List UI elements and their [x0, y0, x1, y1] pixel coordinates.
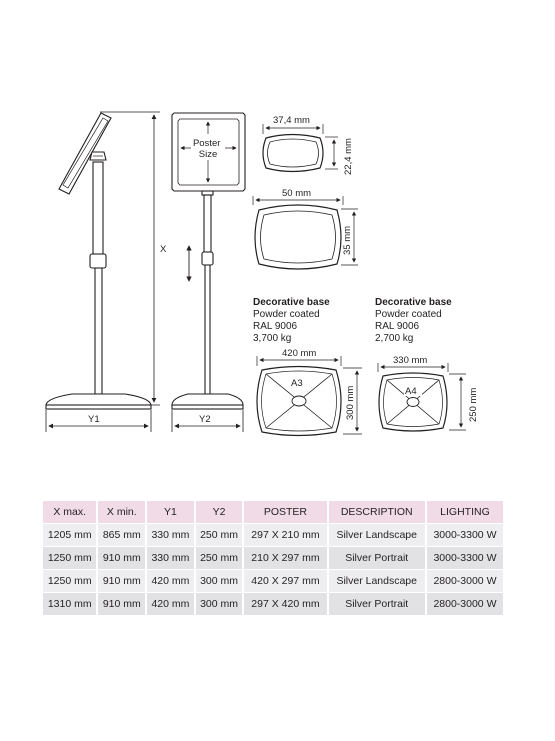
base-a4-ral: RAL 9006 — [375, 321, 420, 332]
cell-y2: 250 mm — [196, 524, 243, 546]
base-a3-width: 420 mm — [282, 348, 317, 359]
cell-y1: 330 mm — [147, 547, 194, 569]
cell-description: Silver Portrait — [329, 547, 425, 569]
cell-x-max: 1250 mm — [43, 570, 96, 592]
header-x-max: X max. — [43, 501, 96, 523]
base-a3-title: Decorative base — [253, 297, 330, 308]
cell-poster: 297 X 420 mm — [244, 593, 326, 615]
base-a3-ral: RAL 9006 — [253, 321, 298, 332]
cell-y1: 420 mm — [147, 570, 194, 592]
header-y2: Y2 — [196, 501, 243, 523]
cell-x-max: 1250 mm — [43, 547, 96, 569]
cell-description: Silver Portrait — [329, 593, 425, 615]
stand-landscape-drawing — [46, 113, 151, 409]
cell-y1: 420 mm — [147, 593, 194, 615]
base-a4-depth: 250 mm — [468, 387, 479, 422]
cell-poster: 210 X 297 mm — [244, 547, 326, 569]
poster-size-label: Poster Size — [192, 138, 221, 160]
base-a4-title: Decorative base — [375, 297, 452, 308]
table-row — [43, 524, 503, 546]
frame-small-height: 22,4 mm — [343, 138, 354, 175]
base-plate-a4 — [378, 363, 466, 431]
label-y2: Y2 — [199, 414, 211, 425]
cell-lighting: 3000-3300 W — [427, 524, 503, 546]
base-a4-weight: 2,700 kg — [375, 333, 414, 344]
table-header-row — [43, 501, 503, 523]
table-row — [43, 593, 503, 615]
header-description: DESCRIPTION — [329, 501, 425, 523]
cell-lighting: 3000-3300 W — [427, 547, 503, 569]
base-a3-description — [253, 297, 330, 345]
header-x-min: X min. — [98, 501, 145, 523]
cell-description: Silver Landscape — [329, 570, 425, 592]
base-a4-width: 330 mm — [393, 355, 428, 366]
cell-y2: 300 mm — [196, 570, 243, 592]
cell-poster: 297 X 210 mm — [244, 524, 326, 546]
frame-large-width: 50 mm — [282, 188, 312, 199]
cell-x-max: 1205 mm — [43, 524, 96, 546]
cell-lighting: 2800-3000 W — [427, 570, 503, 592]
label-y1: Y1 — [88, 414, 100, 425]
header-poster: POSTER — [244, 501, 326, 523]
cell-lighting: 2800-3000 W — [427, 593, 503, 615]
base-a3-depth: 300 mm — [345, 385, 356, 420]
cell-description: Silver Landscape — [329, 524, 425, 546]
base-a4-finish: Powder coated — [375, 309, 442, 320]
header-y1: Y1 — [147, 501, 194, 523]
frame-small-width: 37,4 mm — [273, 115, 310, 126]
table-row — [43, 570, 503, 592]
base-a3-weight: 3,700 kg — [253, 333, 292, 344]
base-a3-label: A3 — [291, 378, 303, 389]
specifications-table — [41, 500, 505, 616]
cell-x-min: 910 mm — [98, 570, 145, 592]
header-lighting: LIGHTING — [427, 501, 503, 523]
base-a3-finish: Powder coated — [253, 309, 320, 320]
cell-x-min: 910 mm — [98, 547, 145, 569]
cell-x-max: 1310 mm — [43, 593, 96, 615]
cell-x-min: 865 mm — [98, 524, 145, 546]
label-x: X — [160, 244, 167, 255]
frame-profile-small — [263, 124, 338, 172]
cell-x-min: 910 mm — [98, 593, 145, 615]
cell-y2: 250 mm — [196, 547, 243, 569]
cell-y2: 300 mm — [196, 593, 243, 615]
dimension-x — [100, 112, 160, 405]
base-a4-description — [375, 297, 452, 345]
cell-poster: 420 X 297 mm — [244, 570, 326, 592]
frame-large-height: 35 mm — [342, 225, 353, 255]
table-row — [43, 547, 503, 569]
base-a4-label: A4 — [405, 386, 417, 397]
cell-y1: 330 mm — [147, 524, 194, 546]
